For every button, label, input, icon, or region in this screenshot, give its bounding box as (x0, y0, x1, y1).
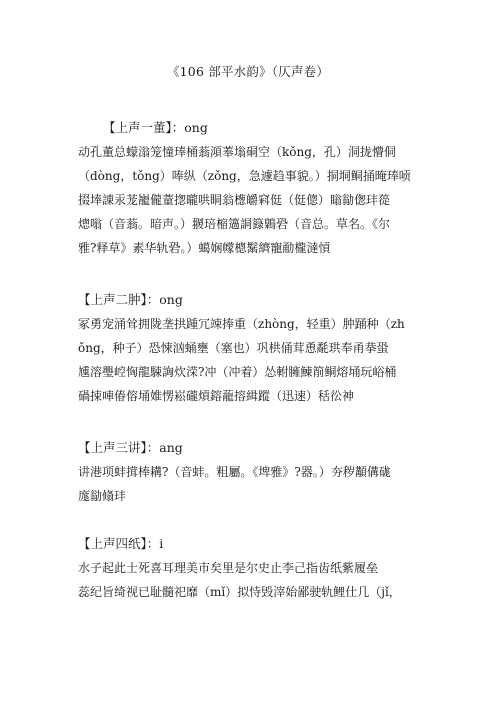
section-shang-yi-dong (78, 116, 426, 260)
document-title: 《106 部平水韵》（仄声卷） (166, 64, 330, 79)
section-body (78, 460, 426, 508)
text-line: 庬勜翛玤 (78, 489, 127, 503)
section-shang-si-zhi (78, 532, 426, 604)
section-body (78, 140, 426, 260)
text-line: 熜嗡（音蓊。暗声。）翪琣樎簻詷籙鷍䂬（音总。草名。《尔 (78, 217, 391, 231)
section-heading: 【上声二肿】：ong (78, 292, 183, 307)
section-body (78, 312, 426, 408)
text-line: 尰溶璺崆恟龍駷詾炊溁?冲（冲着）怂軵臃鯟箾鲖熔埇玩峪桶 (78, 365, 397, 379)
text-line: 冢勇宠涌耸拥陇垄拱踵冗竦捧重（zhòng，轻重）肿踊种（zh (78, 317, 405, 331)
section-heading: 【上声四纸】：i (78, 536, 164, 551)
section-body (78, 556, 426, 604)
text-line: 动孔董总蠓滃笼憧琫桶蓊澒菶塕硐空（kǒng，孔）洞拢懵侗 (78, 145, 396, 159)
section-heading: 【上声一董】：ong (103, 120, 208, 135)
section-heading: 【上声三讲】：ang (78, 440, 183, 455)
text-line: ǒng，种子）恐悚汹蛹壅（塞也）巩栱俑茸恿氄珙奉甬拲蛩 (78, 341, 389, 355)
text-line: 蕊纪旨绮视已耻髓祀靡（mǐ）拟恃毁滓始鄙驶轨鲤仕几（jǐ， (78, 585, 401, 599)
text-line: 掇埲諌汞茏巃儱蕫揔曨哄眮翁檧皭窲侹（侹傯）瞈勜偬玤蓯 (78, 193, 391, 207)
section-shang-er-zhong (78, 288, 426, 408)
section-shang-san-jiang (78, 436, 426, 508)
text-line: （dòng，tǒng）唪纵（zǒng，急遽趋事貌。）挏垌鲖捅晻琫唝 (78, 169, 411, 183)
text-line: 讲港项蚌搑棒耩?（音蚌。粗屬。《埤雅》?器。）夯秽顜傋硥 (78, 465, 391, 479)
text-line: 碢捒唓偆傛埇婎愣崧礲熕鎔蘢搈緝蹤（迅速）秳彸神 (78, 389, 355, 403)
text-line: 水子起此士死喜耳理美市矣里是尔史止李己指齿纸紫履垒 (78, 561, 379, 575)
text-line: 雅?释草》素华轨䂬。）䗶娴幪樬鬗纃寵勈櫳澾愩 (78, 241, 331, 255)
